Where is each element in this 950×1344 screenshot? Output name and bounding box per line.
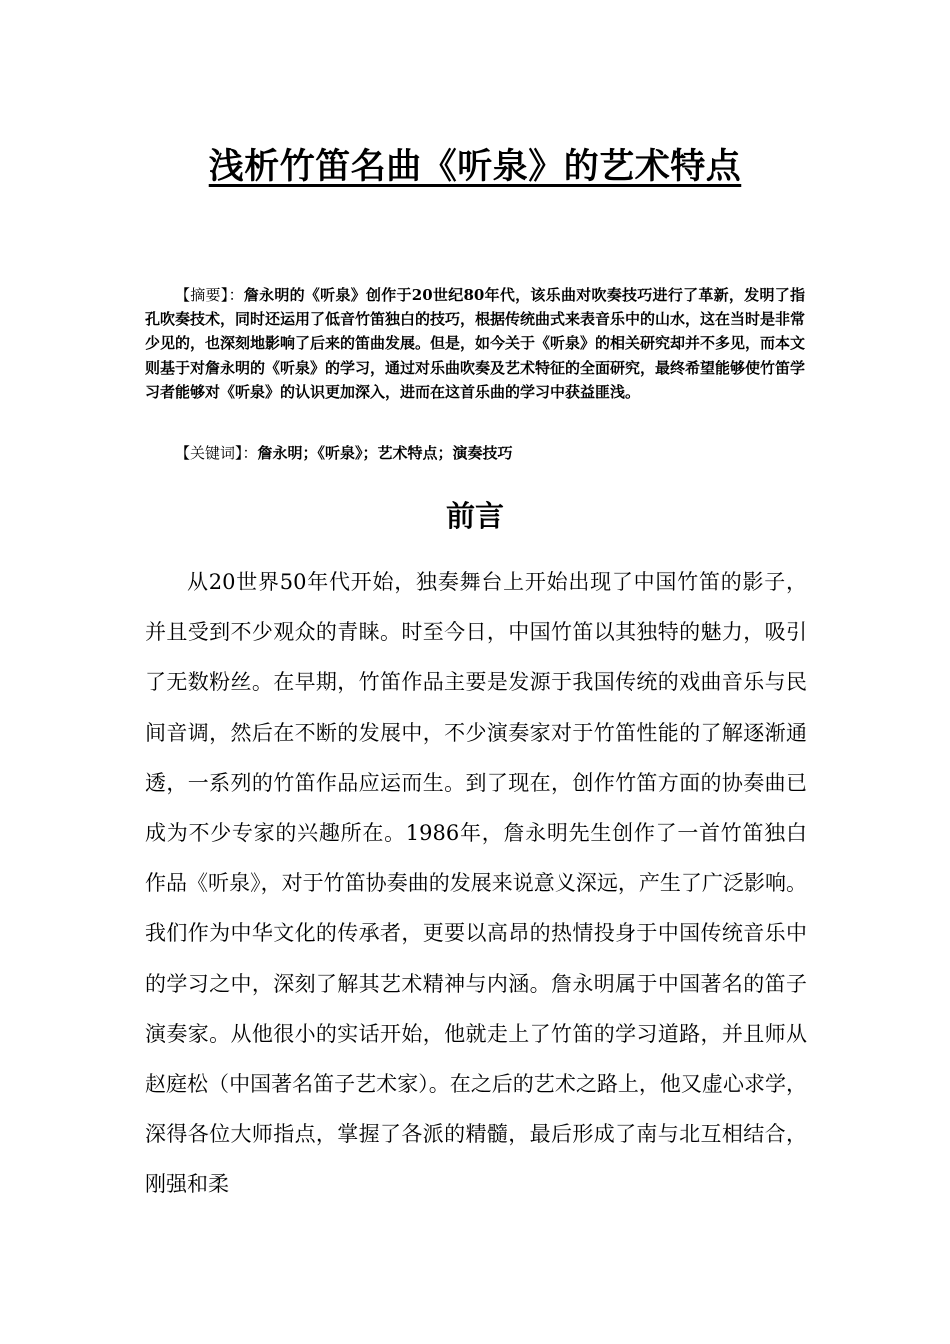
body-paragraph: 从20世界50年代开始，独奏舞台上开始出现了中国竹笛的影子，并且受到不少观众的青睐。时至今日，中国竹笛以其独特的魅力，吸引了无数粉丝。在早期，竹笛作品主要是发源于我国传统的戏曲音乐与民间音调，然后在不断的发展中，不少演奏家对于竹笛性能的了解逐渐通透，一系列的竹笛作品应运而生。到了现在，创作竹笛方面的协奏曲已成为不少专家的兴趣所在。1986年，詹永明先生创作了一首竹笛独白作品《听泉》，对于竹笛协奏曲的发展来说意义深远，产生了广泛影响。我们作为中华文化的传承者，更要以高昂的热情投身于中国传统音乐中的学习之中，深刻了解其艺术精神与内涵。詹永明属于中国著名的笛子演奏家。从他很小的实话开始，他就走上了竹笛的学习道路，并且师从赵庭松（中国著名笛子艺术家）。在之后的艺术之路上，他又虚心求学，深得各位大师指点，掌握了各派的精髓，最后形成了南与北互相结合，刚强和柔 <box>145 570 807 1197</box>
document-title-text: 浅析竹笛名曲《听泉》的艺术特点 <box>208 147 742 188</box>
abstract-paragraph <box>145 283 805 404</box>
keywords-text: 詹永明；《听泉》；艺术特点；演奏技巧 <box>257 444 513 462</box>
keywords-label: 【关键词】： <box>175 444 258 462</box>
section-heading: 前言 <box>445 499 504 533</box>
document-title <box>0 141 950 193</box>
keywords-paragraph <box>145 441 805 465</box>
abstract-text: 詹永明的《听泉》创作于20世纪80年代，该乐曲对吹奏技巧进行了革新，发明了指孔吹奏技术，同时还运用了低音竹笛独白的技巧，根据传统曲式来表音乐中的山水，这在当时是非常少见的，也深刻地影响了后来的笛曲发展。但是，如今关于《听泉》的相关研究却并不多见，而本文则基于对詹永明的《听泉》的学习，通过对乐曲吹奏及艺术特征的全面研究，最终希望能够使竹笛学习者能够对《听泉》的认识更加深入，进而在这首乐曲的学习中获益匪浅。 <box>145 286 806 401</box>
abstract-label: 【摘要】： <box>175 286 244 304</box>
